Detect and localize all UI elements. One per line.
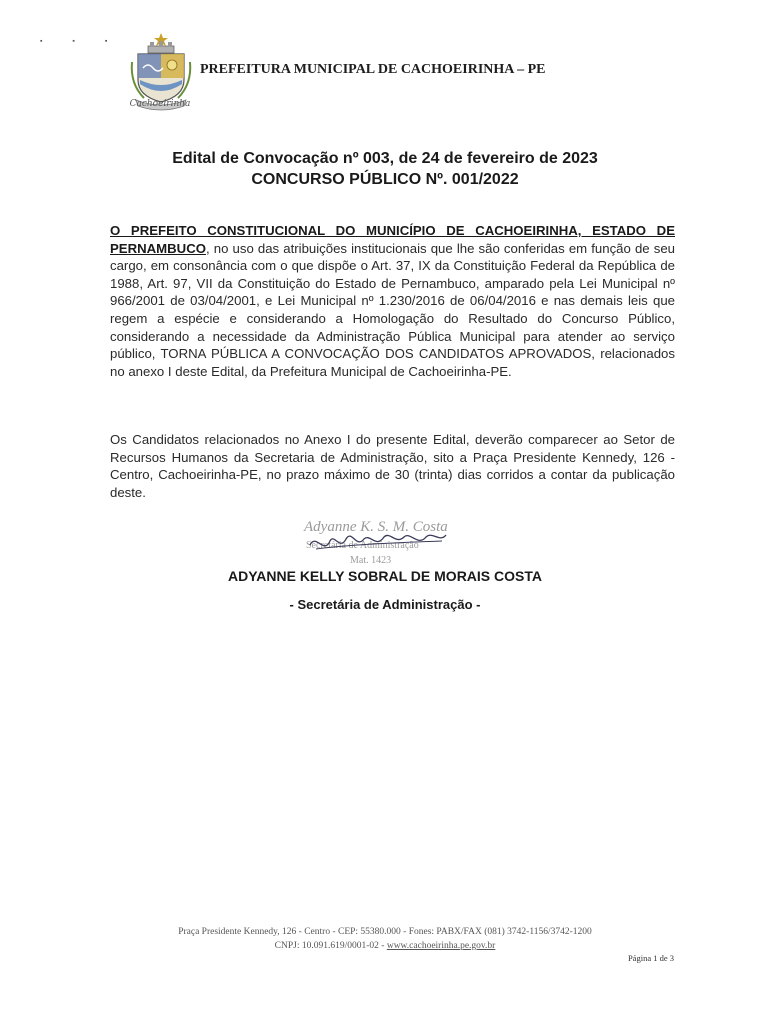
footer-contact (80, 941, 690, 951)
footer-address: Praça Presidente Kennedy, 126 - Centro - CEP: 55380.000 - Fones: PABX/FAX (081) 3742-1156/3742-1200 (178, 927, 592, 937)
stamp-name: Adyanne K. S. M. Costa (304, 519, 448, 535)
signer-role: - Secretária de Administração - (289, 597, 481, 612)
instructions-paragraph: Os Candidatos relacionados no Anexo I do presente Edital, deverão comparecer ao Setor de Recursos Humanos da Secretaria de Administração, sito a Praça Presidente Kennedy, 126 - Centro, Cachoeirinha-PE, no prazo máximo de 30 (trinta) dias corridos a contar da publicação deste. (110, 432, 675, 500)
handwritten-signature (296, 515, 466, 575)
paragraph-lead: O PREFEITO CONSTITUCIONAL DO MUNICÍPIO DE CACHOEIRINHA, ESTADO DE PERNAMBUCO (110, 223, 675, 256)
page-number: Página 1 de 3 (627, 953, 674, 963)
stamp-role: Secretária de Administração (306, 540, 419, 551)
footer-cnpj: CNPJ: 10.091.619/0001-02 - (274, 941, 387, 951)
scan-specks: ▪ ▪ ▪ (40, 38, 122, 45)
paragraph-body: , no uso das atribuições institucionais que lhe são conferidas em função de seu cargo, em consonância com o que dispõe o Art. 37, IX da Constituição Federal da República de 1988, Art. 97, VII da Constituição do Estado de Pernambuco, amparado pela Lei Municipal nº 966/2001 de 03/04/2001, e Lei Municipal nº 1.230/2016 de 06/04/2016 e nas demais leis que regem a espécie e considerando a Homologação do Resultado do Concurso Público, considerando a necessidade da Administração Pública Municipal para atender ao serviço público, TORNA PÚBLICA A CONVOCAÇÃO DOS CANDIDATOS APROVADOS, relacionados no anexo I deste Edital, da Prefeitura Municipal de Cachoeirinha-PE. (110, 240, 675, 379)
edict-title: Edital de Convocação nº 003, de 24 de fevereiro de 2023 (172, 150, 598, 167)
footer-website-link[interactable]: www.cachoeirinha.pe.gov.br (386, 941, 496, 951)
municipality-header: PREFEITURA MUNICIPAL DE CACHOEIRINHA – PE (200, 62, 546, 77)
convocation-paragraph (110, 222, 675, 380)
logo-caption: Cachoeirinha (129, 99, 191, 109)
signer-name: ADYANNE KELLY SOBRAL DE MORAIS COSTA (227, 568, 542, 584)
contest-title: CONCURSO PÚBLICO Nº. 001/2022 (251, 171, 519, 188)
stamp-registration: Mat. 1423 (350, 555, 392, 566)
